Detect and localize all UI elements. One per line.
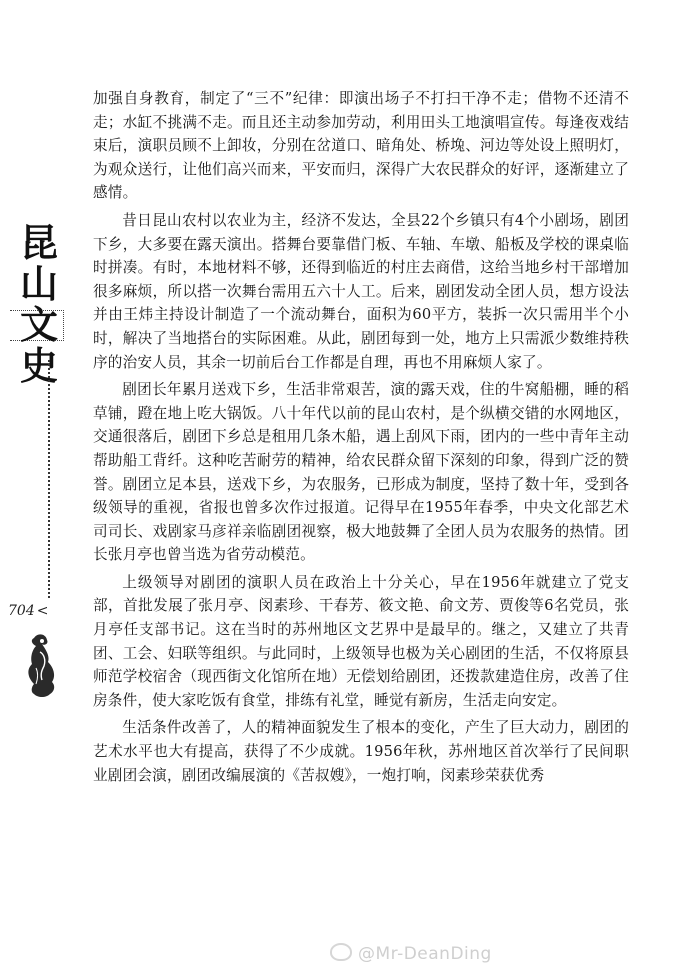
page-number (8, 603, 48, 619)
article-body (93, 87, 629, 787)
paragraph: 加强自身教育，制定了“三不”纪律：即演出场子不打扫干净不走；借物不还清不走；水缸不挑满不走。而且还主动参加劳动，利用田头工地演唱宣传。每逢夜戏结束后，演职员顾不上卸妆，分别在岔道口、暗角处、桥堍、河边等处设上照明灯，为观众送行，让他们高兴而来，平安而归，深得广大农民群众的好评，逐渐建立了感情。 (93, 90, 629, 202)
page-arrow: < (36, 603, 49, 619)
paragraph: 昔日昆山农村以农业为主，经济不发达，全县22个乡镇只有4个小剧场，剧团下乡，大多要在露天演出。搭舞台要靠借门板、车轴、车墩、船板及学校的课桌临时拼凑。有时，本地材料不够，还得到临近的村庄去商借，这给当地乡村干部增加很多麻烦，所以搭一次舞台需用五六十人工。后来，剧团发动全团人员，想方设法并由王炜主持设计制造了一个流动舞台，面积为60平方，装拆一次只需用半个小时，解决了当地搭台的实际困难。从此，剧团每到一处，地方上只需派少数维持秩序的治安人员，其余一切前后台工作都是自理，再也不用麻烦人家了。 (93, 211, 629, 371)
journal-title-line1: 昆山 (19, 220, 58, 306)
paragraph: 上级领导对剧团的演职人员在政治上十分关心，早在1956年就建立了党支部，首批发展了张月亭、闵素珍、干春芳、筱文艳、俞文芳、贾俊等6名党员，张月亭任支部书记。这在当时的苏州地区文艺界中是最早的。继之，又建立了共青团、工会、妇联等组织。与此同时，上级领导也极为关心剧团的生活，不仅将原县师范学校宿舍（现西街文化馆所在地）无偿划给剧团，还拨款建造住房，改善了住房条件，使大家吃饭有食堂，排练有礼堂，睡觉有新房，生活走向安定。 (93, 573, 629, 709)
journal-title (8, 222, 70, 386)
page-number-value: 704 (8, 603, 35, 619)
paragraph: 生活条件改善了，人的精神面貌发生了根本的变化，产生了巨大动力，剧团的艺术水平也大有提高，获得了不少成就。1956年秋，苏州地区首次举行了民间职业剧团会演，剧团改编展演的《苦叔嫂》，一炮打响，闵素珍荣获优秀 (93, 719, 629, 784)
journal-title-line3: 史 (19, 343, 58, 388)
weibo-icon (330, 943, 352, 961)
watermark-text: @Mr-DeanDing (358, 944, 492, 964)
dotted-divider (48, 360, 50, 598)
opera-figure-icon (20, 632, 60, 700)
watermark (330, 943, 492, 964)
journal-title-line2: 文 (19, 302, 58, 347)
paragraph: 剧团长年累月送戏下乡，生活非常艰苦，演的露天戏，住的牛窝船棚，睡的稻草铺，蹬在地上吃大锅饭。八十年代以前的昆山农村，是个纵横交错的水网地区，交通很落后，剧团下乡总是租用几条木船，遇上刮风下雨，团内的一些中青年主动帮助船工背纤。这种吃苦耐劳的精神，给农民群众留下深刻的印象，得到广泛的赞誉。剧团立足本县，送戏下乡，为农服务，已形成为制度，坚持了数十年，受到各级领导的重视，省报也曾多次作过报道。记得早在1955年春季，中央文化部艺术司司长、戏剧家马彦祥亲临剧团视察，极大地鼓舞了全团人员为农服务的热情。团长张月亭也曾当选为省劳动模范。 (93, 381, 629, 564)
